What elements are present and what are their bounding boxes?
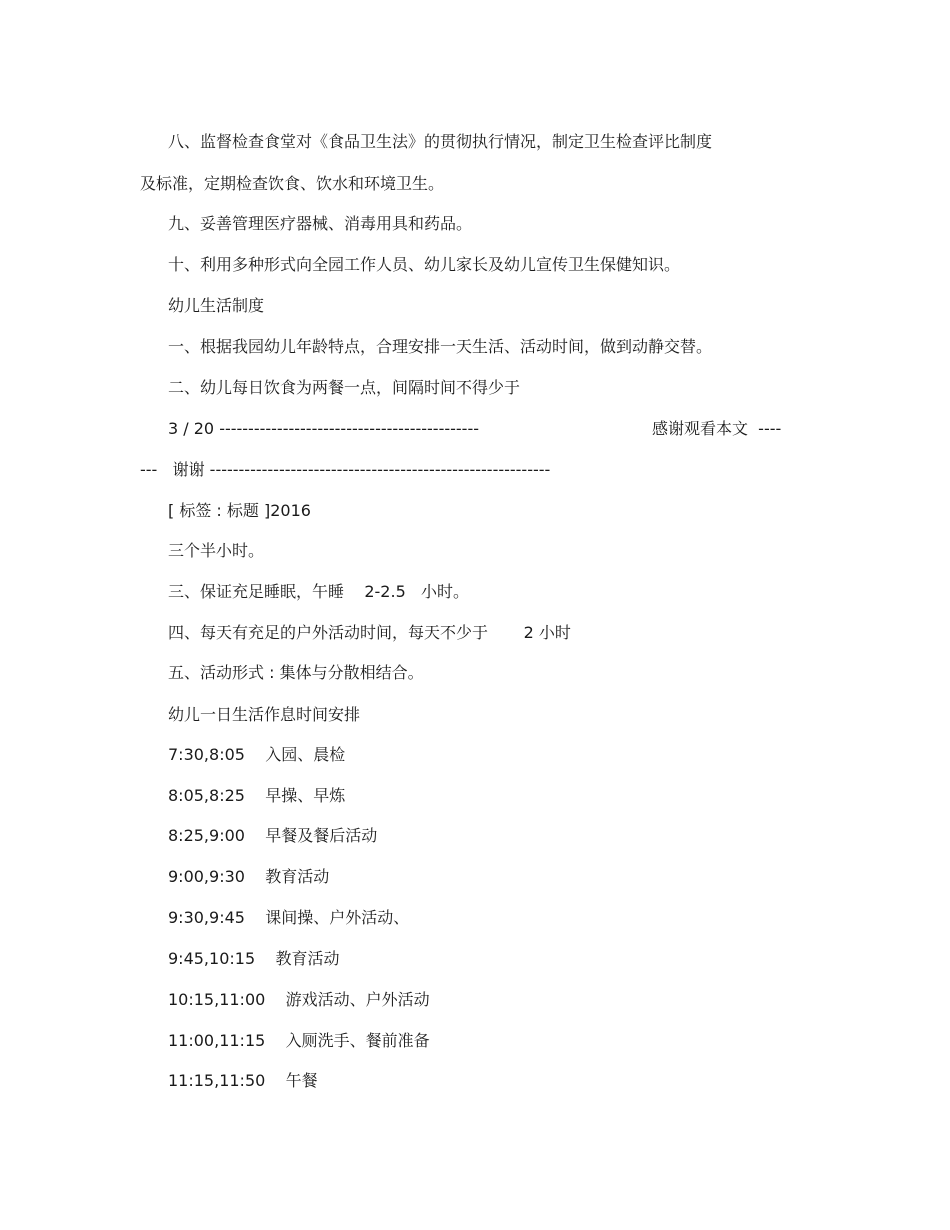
schedule-item: 8:05,8:25 早操、早炼 <box>168 786 346 805</box>
paragraph-line-8-cont: 及标准，定期检查饮食、饮水和环境卫生。 <box>140 174 445 193</box>
footer-thanks-cont: --- 谢谢 ----------------------------------------------------------- <box>140 460 551 479</box>
section-heading: 幼儿生活制度 <box>168 296 265 315</box>
paragraph-line-5: 五、活动形式 : 集体与分散相结合。 <box>168 663 424 682</box>
schedule-item: 11:15,11:50 午餐 <box>168 1071 318 1090</box>
paragraph-line-10: 十、利用多种形式向全园工作人员、幼儿家长及幼儿宣传卫生保健知识。 <box>168 255 681 274</box>
paragraph-line-1: 一、根据我园幼儿年龄特点，合理安排一天生活、活动时间，做到动静交替。 <box>168 337 713 356</box>
paragraph-line-4: 四、每天有充足的户外活动时间，每天不少于 2 小时 <box>168 623 571 642</box>
paragraph-line-2-cont: 三个半小时。 <box>168 541 265 560</box>
footer-page-info: 3 / 20 --------------------------------------------- <box>168 419 479 438</box>
paragraph-line-9: 九、妥善管理医疗器械、消毒用具和药品。 <box>168 214 473 233</box>
schedule-item: 9:45,10:15 教育活动 <box>168 949 340 968</box>
paragraph-line-8: 八、监督检查食堂对《食品卫生法》的贯彻执行情况，制定卫生检查评比制度 <box>168 132 713 151</box>
schedule-item: 7:30,8:05 入园、晨检 <box>168 745 346 764</box>
schedule-heading: 幼儿一日生活作息时间安排 <box>168 705 361 724</box>
schedule-item: 9:00,9:30 教育活动 <box>168 867 330 886</box>
schedule-item: 8:25,9:00 早餐及餐后活动 <box>168 826 378 845</box>
schedule-item: 11:00,11:15 入厕洗手、餐前准备 <box>168 1031 430 1050</box>
paragraph-line-3: 三、保证充足睡眠，午睡 2-2.5 小时。 <box>168 582 470 601</box>
tag-line: [ 标签 : 标题 ]2016 <box>168 501 311 520</box>
footer-thanks: 感谢观看本文 ---- <box>652 419 782 438</box>
schedule-item: 10:15,11:00 游戏活动、户外活动 <box>168 990 430 1009</box>
paragraph-line-2: 二、幼儿每日饮食为两餐一点，间隔时间不得少于 <box>168 378 521 397</box>
schedule-item: 9:30,9:45 课间操、户外活动、 <box>168 908 410 927</box>
